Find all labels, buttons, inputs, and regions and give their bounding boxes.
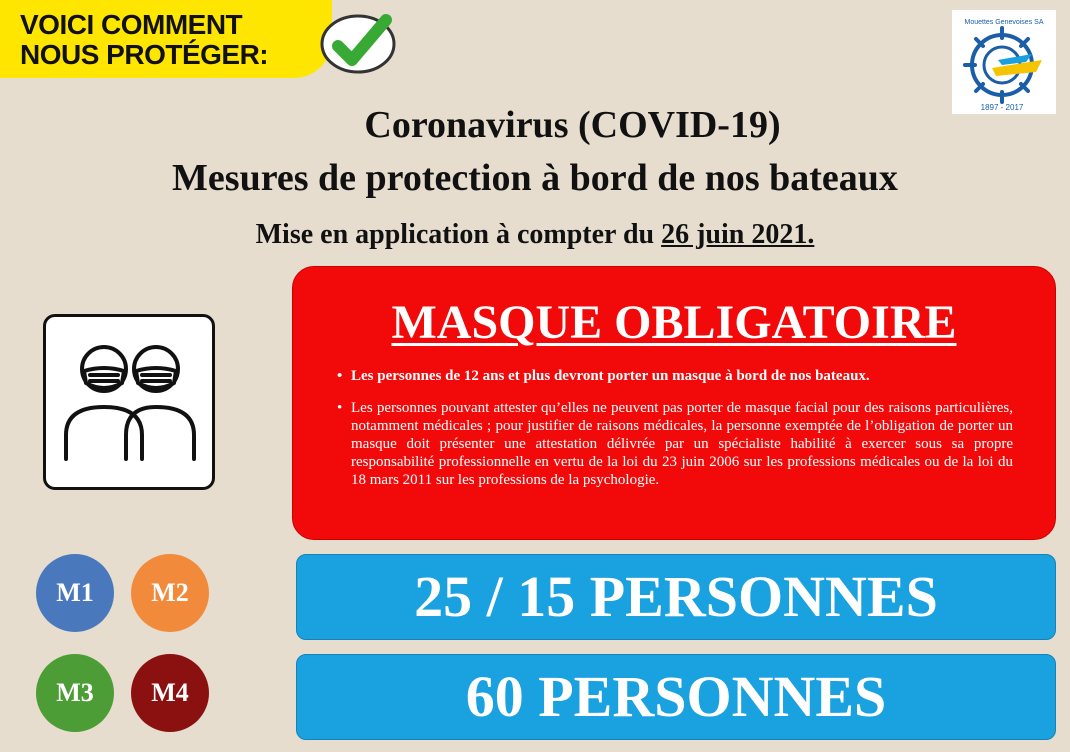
mask-rule: • Les personnes pouvant attester qu’elles ne peuvent pas porter de masque facial pour des raisons particulières, notamment médicales ; pour justifier de raisons médicales, la personne exemptée de l’obligation de porter un masque doit présenter une attestation délivrée par un spécialiste habilité à exercer sous sa propre responsabilité professionnelle en vertu de la loi du 23 juin 2006 sur les professions médicales ou de la loi du 18 mars 2011 sur les professions de la psychologie. (337, 399, 1013, 489)
banner-text: VOICI COMMENT NOUS PROTÉGER: (20, 9, 269, 70)
capacity-m1-m2: 25 / 15 PERSONNES (296, 554, 1056, 640)
header-banner (0, 0, 332, 78)
ship-wheel-logo (952, 10, 1056, 114)
title-line-3-prefix: Mise en application à compter du (255, 219, 662, 250)
boat-badge-m2: M2 (131, 554, 209, 632)
boat-badge-m1: M1 (36, 554, 114, 632)
title-line-2: Mesures de protection à bord de nos bateaux (172, 157, 898, 199)
boat-badge-m4: M4 (131, 654, 209, 732)
mask-pictogram (43, 314, 215, 490)
checkmark-icon (316, 10, 400, 76)
logo-years: 1897 - 2017 (980, 103, 1024, 112)
capacity-m3-m4: 60 PERSONNES (296, 654, 1056, 740)
mask-requirement-box (292, 266, 1056, 540)
boat-badge-m3: M3 (36, 654, 114, 732)
mask-title: MASQUE OBLIGATOIRE (391, 296, 957, 349)
mask-rules-list (337, 367, 1013, 489)
two-people-masks-icon (46, 317, 212, 487)
title-line-3 (0, 219, 1070, 251)
title-line-1: Coronavirus (COVID-19) (364, 104, 781, 146)
company-logo (952, 10, 1056, 114)
effective-date: 26 juin 2021. (661, 219, 815, 250)
logo-name: Mouettes Genevoises SA (964, 19, 1044, 26)
mask-rule: • Les personnes de 12 ans et plus devront porter un masque à bord de nos bateaux. (337, 367, 1013, 385)
